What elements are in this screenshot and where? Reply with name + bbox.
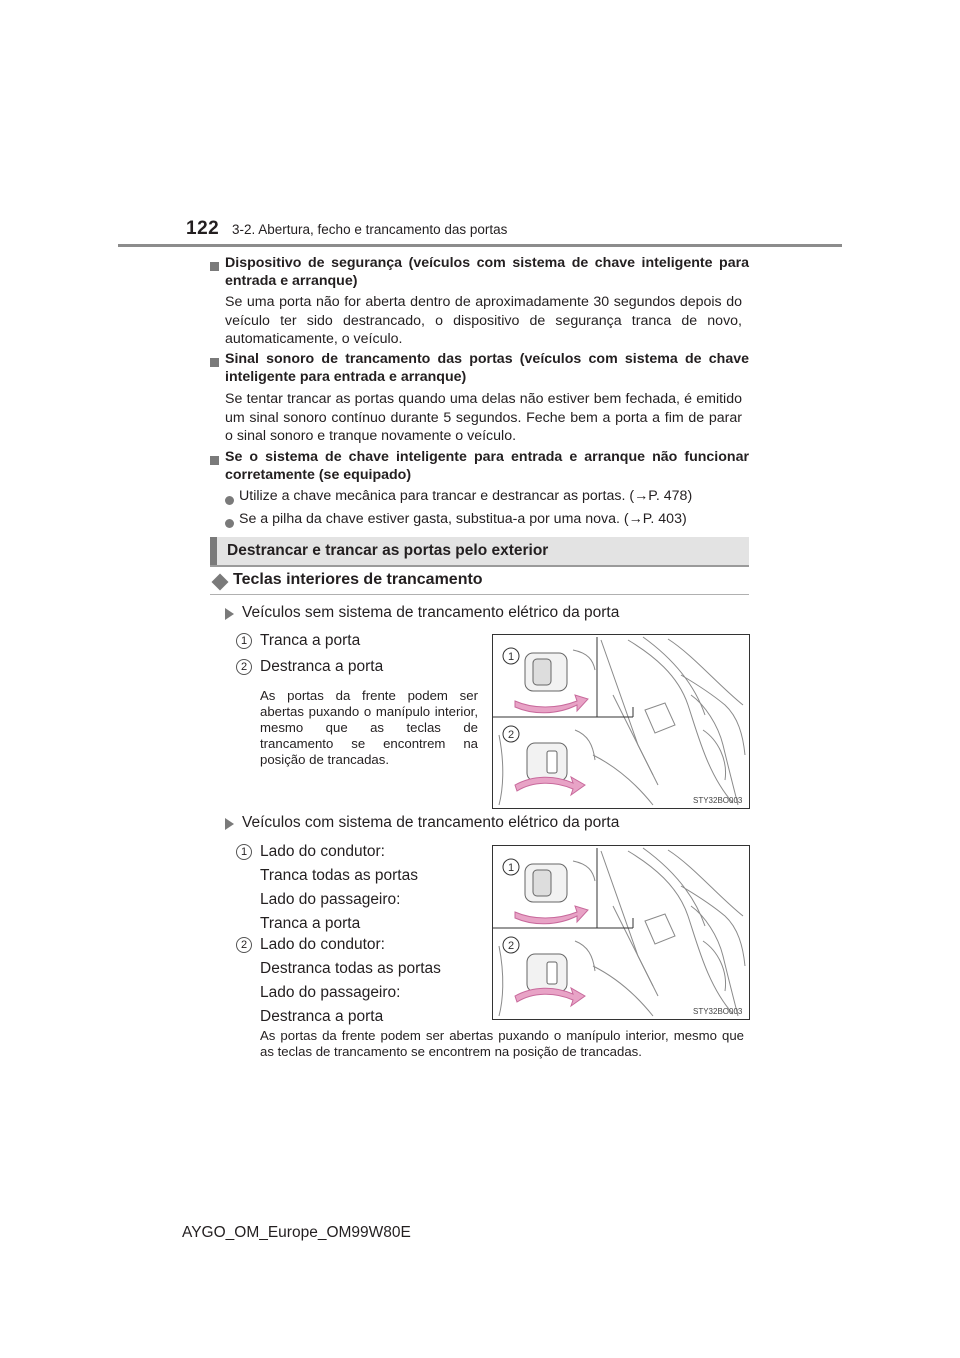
step-number-2: 2 [236,659,252,675]
figure-callout-2: 2 [507,729,515,741]
step-text: Tranca a porta [260,632,361,649]
diamond-icon [214,575,226,593]
step-text [260,933,441,1029]
figure-callout-1: 1 [507,651,515,663]
subheading: Teclas interiores de trancamento [233,571,483,588]
step-text: Destranca a porta [260,658,384,675]
case-note: As portas da frente podem ser abertas puxando o manípulo interior, mesmo que as teclas de trancamento se encontrem na posição de trancadas. [260,1028,744,1059]
section-header-title: 3-2. Abertura, fecho e trancamento das portas [232,222,508,237]
note-marker-icon [210,354,219,372]
subheading-rule [210,594,749,595]
page-number: 122 [186,218,220,239]
document-footer-code: AYGO_OM_Europe_OM99W80E [182,1224,411,1241]
note-title: Dispositivo de segurança (veículos com sistema de chave inteligente para entrada e arranque) [225,255,749,289]
header-rule [118,244,842,247]
section-heading: Destrancar e trancar as portas pelo exterior [227,542,549,559]
note-marker-icon [210,452,219,470]
bullet-dot-icon [225,515,234,533]
step-line: Destranca todas as portas [260,960,441,977]
bullet-dot-icon [225,492,234,510]
step-line: Tranca todas as portas [260,867,418,884]
step-number-1: 1 [236,633,252,649]
figure-code: STY32BO003 [693,796,743,805]
figure-callout-2: 2 [507,940,515,952]
triangle-bullet-icon [225,608,234,620]
note-text: Se uma porta não for aberta dentro de aproximadamente 30 segundos depois do veículo ter sido destrancado, o dispositivo de segurança tranca de novo, automaticamente, o veículo. [225,294,742,347]
section-heading-bar [210,537,749,566]
step-number-2: 2 [236,937,252,953]
note-text: Se tentar trancar as portas quando uma delas não estiver bem fechada, é emitido um sinal sonoro contínuo durante 5 segundos. Feche bem a porta a fim de parar o sinal sonoro e tranque novamente o veículo. [225,391,742,444]
note-title: Sinal sonoro de trancamento das portas (veículos com sistema de chave inteligente para entrada e arranque) [225,351,749,385]
step-number-1: 1 [236,844,252,860]
step-line: Lado do condutor: [260,843,385,860]
step-text [260,840,418,936]
figure-callout-1: 1 [507,862,515,874]
bullet-text: Utilize a chave mecânica para trancar e destrancar as portas. (→P. 478) [239,488,693,504]
figure-code: STY32BO003 [693,1007,743,1016]
triangle-bullet-icon [225,818,234,830]
section-heading-rule [210,565,749,567]
condition-text: Veículos com sistema de trancamento elétrico da porta [242,814,620,831]
step-line: Tranca a porta [260,915,361,932]
step-line: Lado do passageiro: [260,891,401,908]
step-line: Lado do condutor: [260,936,385,953]
note-title: Se o sistema de chave inteligente para entrada e arranque não funcionar corretamente (se equipado) [225,449,749,483]
step-line: Lado do passageiro: [260,984,401,1001]
condition-text: Veículos sem sistema de trancamento elétrico da porta [242,604,620,621]
note-marker-icon [210,258,219,276]
case-note: As portas da frente podem ser abertas puxando o manípulo interior, mesmo que as teclas de trancamento se encontrem na posição de trancadas. [260,688,478,767]
door-lock-illustration [492,845,750,1020]
bullet-text: Se a pilha da chave estiver gasta, substitua-a por uma nova. (→P. 403) [239,511,687,527]
step-line: Destranca a porta [260,1008,384,1025]
door-lock-illustration [492,634,750,809]
